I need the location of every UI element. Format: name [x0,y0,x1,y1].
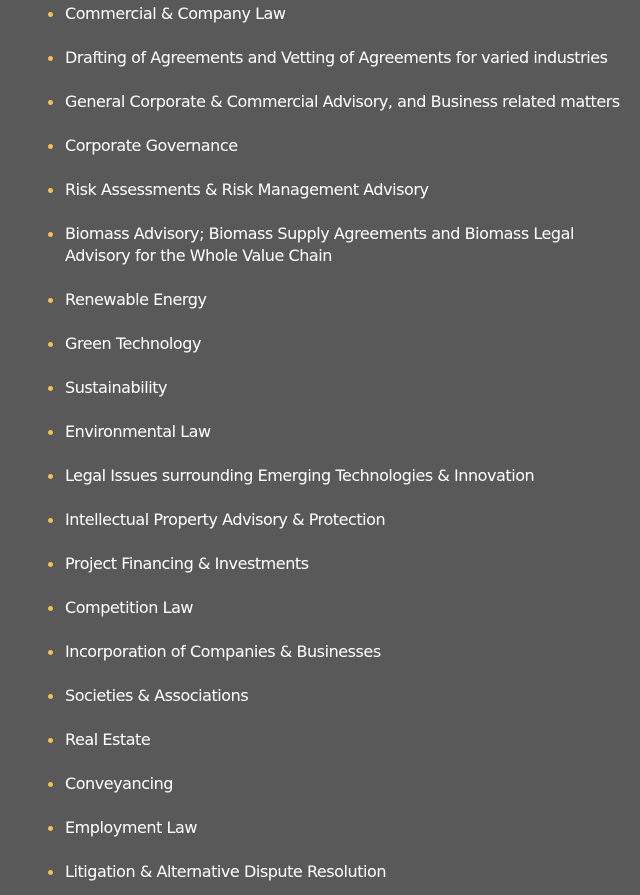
list-item [0,817,640,839]
bullet-dot-icon [48,782,53,787]
list-item [0,91,640,113]
bullet-dot-icon [48,188,53,193]
service-label: Intellectual Property Advisory & Protection [65,510,386,529]
bullet-dot-icon [48,342,53,347]
service-label: Biomass Advisory; Biomass Supply Agreements and Biomass Legal Advisory for the Whole Value Chain [65,224,574,265]
bullet-dot-icon [48,826,53,831]
bullet-dot-icon [48,694,53,699]
service-label: Real Estate [65,730,151,749]
list-item [0,773,640,795]
bullet-dot-icon [48,430,53,435]
service-label: Commercial & Company Law [65,4,286,23]
bullet-dot-icon [48,870,53,875]
bullet-dot-icon [48,232,53,237]
list-item [0,135,640,157]
list-item [0,861,640,883]
bullet-dot-icon [48,56,53,61]
list-item [0,3,640,25]
list-item [0,289,640,311]
service-label: Corporate Governance [65,136,238,155]
service-label: Renewable Energy [65,290,207,309]
service-label: Competition Law [65,598,194,617]
bullet-dot-icon [48,386,53,391]
list-item [0,223,640,267]
service-label: Environmental Law [65,422,211,441]
bullet-dot-icon [48,12,53,17]
service-label: Sustainability [65,378,168,397]
list-item [0,553,640,575]
service-label: Drafting of Agreements and Vetting of Agreements for varied industries [65,48,608,67]
bullet-dot-icon [48,298,53,303]
bullet-dot-icon [48,650,53,655]
list-item [0,597,640,619]
bullet-dot-icon [48,144,53,149]
list-item [0,377,640,399]
list-item [0,47,640,69]
service-label: Legal Issues surrounding Emerging Technologies & Innovation [65,466,535,485]
service-label: Litigation & Alternative Dispute Resolution [65,862,387,881]
list-item [0,641,640,663]
bullet-dot-icon [48,518,53,523]
list-item [0,685,640,707]
service-label: Societies & Associations [65,686,249,705]
bullet-dot-icon [48,100,53,105]
bullet-dot-icon [48,738,53,743]
list-item [0,421,640,443]
list-item [0,729,640,751]
service-label: Project Financing & Investments [65,554,309,573]
service-label: Incorporation of Companies & Businesses [65,642,381,661]
service-label: Green Technology [65,334,201,353]
service-label: General Corporate & Commercial Advisory, and Business related matters [65,92,620,111]
list-item [0,179,640,201]
bullet-dot-icon [48,562,53,567]
list-item [0,509,640,531]
list-item [0,465,640,487]
list-item [0,333,640,355]
service-label: Employment Law [65,818,197,837]
bullet-dot-icon [48,474,53,479]
service-label: Conveyancing [65,774,173,793]
service-label: Risk Assessments & Risk Management Advisory [65,180,429,199]
bullet-dot-icon [48,606,53,611]
